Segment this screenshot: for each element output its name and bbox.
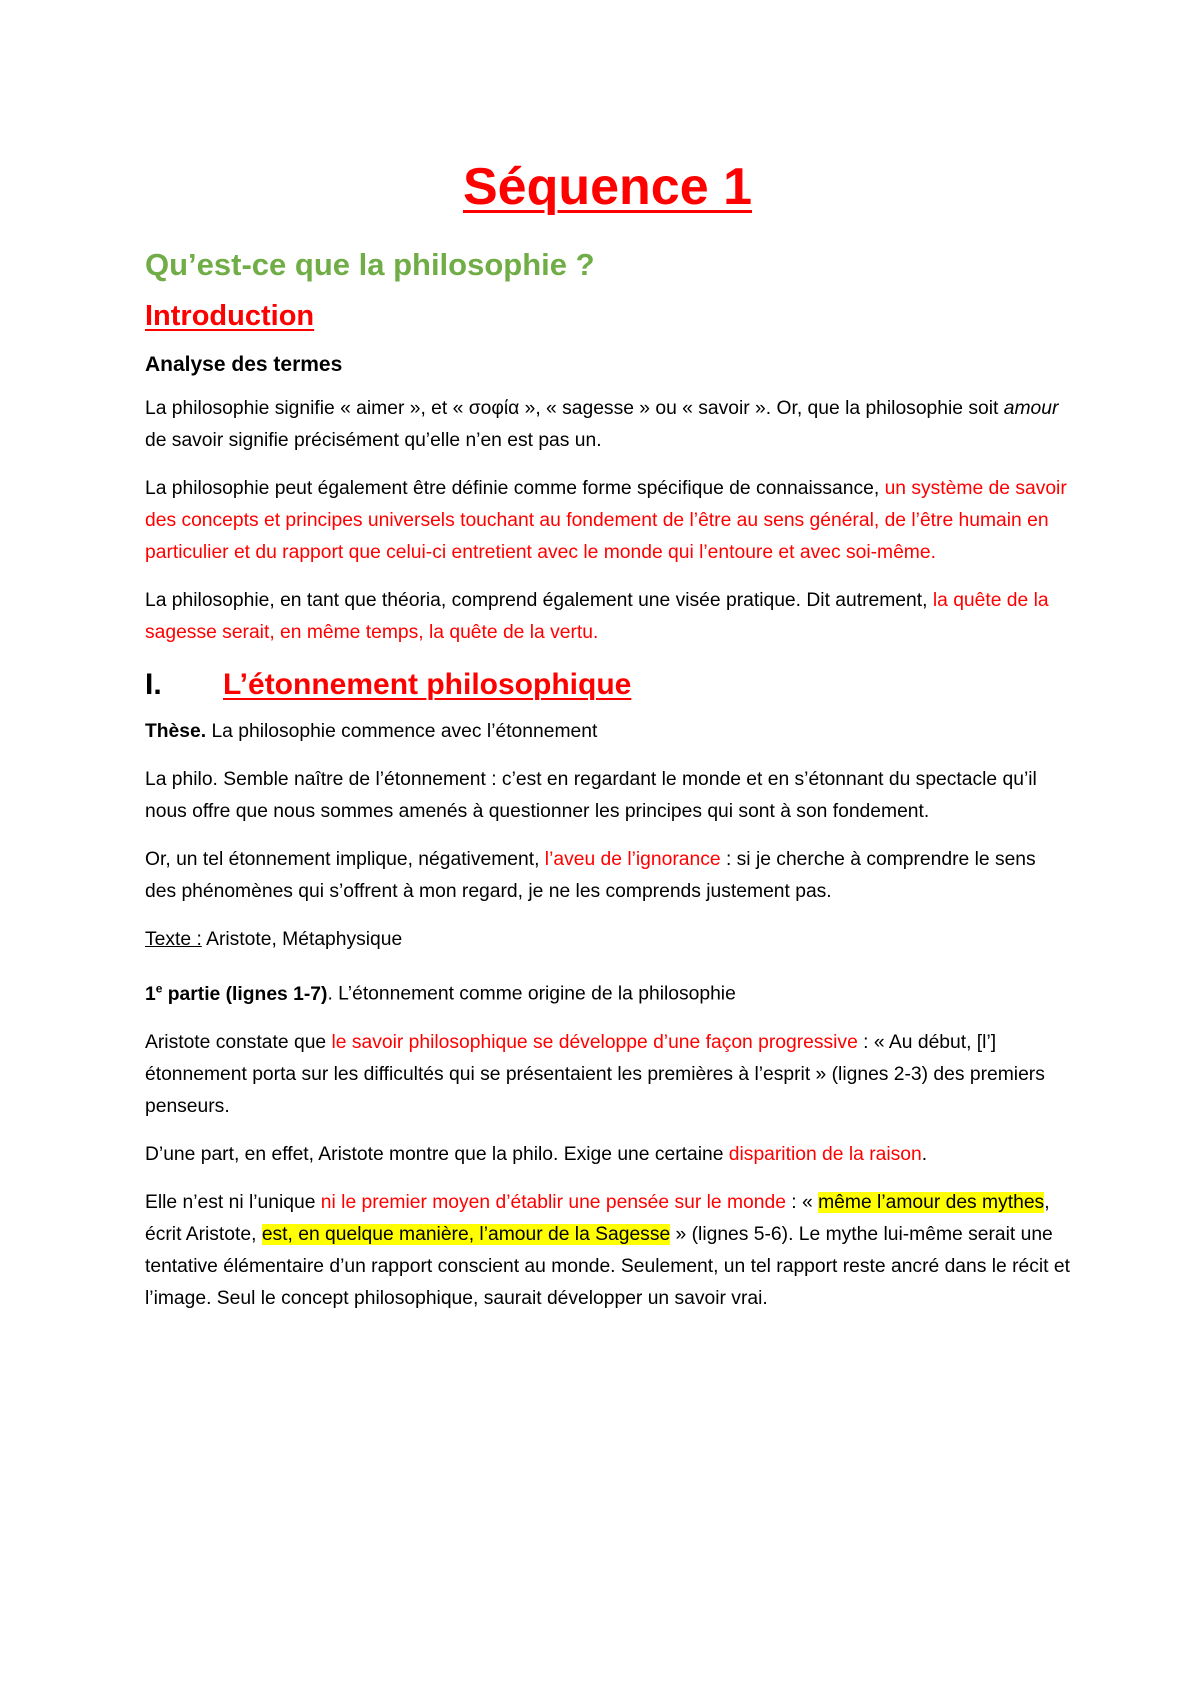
page-subtitle: Qu’est-ce que la philosophie ? xyxy=(145,246,595,282)
paragraph-partie: 1e partie (lignes 1-7). L’étonnement comme origine de la philosophie xyxy=(145,981,736,1005)
paragraph-mythes: Elle n’est ni l’unique ni le premier moyen d’établir une pensée sur le monde : « même l’amour des mythes, écrit Aristote, est, en quelque manière, l’amour de la Sagesse » (lignes 5-6). Le mythe lui-même serait une tentative élémentaire d’un rapport conscient au monde. Seulement, un tel rapport reste ancré dans le récit et l’image. Seul le concept philosophique, saurait développer un savoir vrai. xyxy=(145,1191,1070,1309)
paragraph-texte: Texte : Aristote, Métaphysique xyxy=(145,929,403,951)
paragraph-raison: D’une part, en effet, Aristote montre que la philo. Exige une certaine disparition de la raison. xyxy=(145,1143,928,1165)
red-highlight: le savoir philosophique se développe d’une façon progressive xyxy=(331,1031,858,1053)
analyse-heading: Analyse des termes xyxy=(145,352,343,376)
section-number: I. xyxy=(145,668,162,702)
paragraph-etonnement: La philo. Semble naître de l’étonnement : c’est en regardant le monde et en s’étonnant du spectacle qu’il nous offre que nous sommes amenés à questionner les principes qui sont à son fondement. xyxy=(145,769,1037,823)
emphasis-amour: amour xyxy=(1003,398,1059,420)
red-highlight: la quête de la sagesse serait, en même temps, la quête de la vertu. xyxy=(145,590,1049,644)
section-heading xyxy=(145,665,1070,704)
paragraph-aristote: Aristote constate que le savoir philosophique se développe d’une façon progressive : « Au début, [l’] étonnement porta sur les difficultés qui se présentaient les premières à l’esprit » (lignes 2-3) des premiers penseurs. xyxy=(145,1031,1045,1117)
paragraph-theoria: La philosophie, en tant que théoria, comprend également une visée pratique. Dit autrement, la quête de la sagesse serait, en même temps, la quête de la vertu. xyxy=(145,590,1049,644)
red-highlight: ni le premier moyen d’établir une pensée sur le monde xyxy=(320,1191,786,1213)
paragraph-these: Thèse. La philosophie commence avec l’étonnement xyxy=(145,721,598,743)
yellow-highlight: est, en quelque manière, l’amour de la Sagesse xyxy=(261,1223,671,1245)
texte-label: Texte : xyxy=(145,929,202,951)
red-highlight: un système de savoir des concepts et principes universels touchant au fondement de l’être au sens général, de l’être humain en particulier et du rapport que celui-ci entretient avec le monde qui l’entoure et avec soi-même. xyxy=(145,478,1067,564)
yellow-highlight: même l’amour des mythes xyxy=(818,1191,1045,1213)
paragraph-knowledge: La philosophie peut également être définie comme forme spécifique de connaissance, un système de savoir des concepts et principes universels touchant au fondement de l’être au sens général, de l’être humain en particulier et du rapport que celui-ci entretient avec le monde qui l’entoure et avec soi-même. xyxy=(145,478,1067,564)
red-highlight: l’aveu de l’ignorance xyxy=(544,849,721,871)
section-title: L’étonnement philosophique xyxy=(223,668,632,702)
paragraph-ignorance: Or, un tel étonnement implique, négativement, l’aveu de l’ignorance : si je cherche à comprendre le sens des phénomènes qui s’offrent à mon regard, je ne les comprends justement pas. xyxy=(145,849,1036,903)
introduction-heading: Introduction xyxy=(145,299,315,332)
paragraph-definition: La philosophie signifie « aimer », et « σοφία », « sagesse » ou « savoir ». Or, que la philosophie soit amour de savoir signifie précisément qu’elle n’en est pas un. xyxy=(145,398,1059,452)
page-title: Séquence 1 xyxy=(462,158,753,216)
red-highlight: disparition de la raison xyxy=(728,1143,922,1165)
